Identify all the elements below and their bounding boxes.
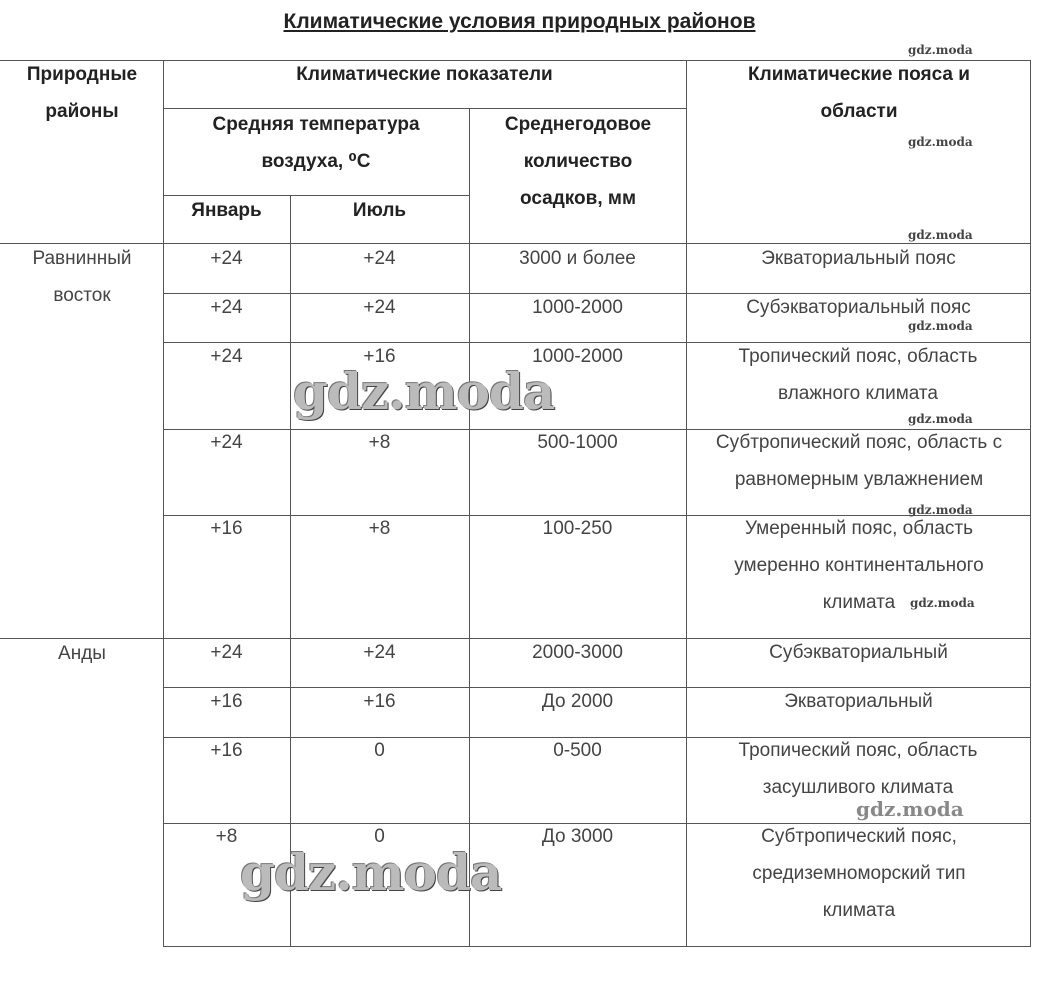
precipitation: 0-500 xyxy=(553,740,602,761)
precipitation: 1000-2000 xyxy=(532,346,623,367)
january-temp: +24 xyxy=(210,297,243,318)
table-rule xyxy=(686,60,687,947)
watermark: gdz.moda xyxy=(908,228,973,242)
climate-belt: Субтропический пояс, средиземноморский тип климата xyxy=(752,826,966,921)
climate-belt: Субтропический пояс, область с равномерным увлажнением xyxy=(715,432,1003,490)
july-temp: +8 xyxy=(368,432,391,453)
precipitation: До 2000 xyxy=(541,691,614,712)
climate-belt: Экваториальный xyxy=(784,691,933,712)
precipitation: 2000-3000 xyxy=(532,642,623,663)
july-temp: 0 xyxy=(374,826,385,847)
climate-belt: Экваториальный пояс xyxy=(761,248,956,269)
january-temp: +8 xyxy=(215,826,238,847)
precipitation: 1000-2000 xyxy=(532,297,623,318)
climate-belt: Субэкваториальный xyxy=(769,642,948,663)
page-title: Климатические условия природных районов xyxy=(283,10,756,33)
watermark: gdz.moda xyxy=(908,43,973,57)
july-temp: +16 xyxy=(363,346,396,367)
july-temp: +8 xyxy=(368,518,391,539)
header-precip: Среднегодовое количество осадков, мм xyxy=(504,114,652,209)
july-temp: +24 xyxy=(363,642,396,663)
watermark: gdz.moda xyxy=(908,135,973,149)
precipitation: 500-1000 xyxy=(537,432,618,453)
header-indicators: Климатические показатели xyxy=(296,64,553,85)
header-july: Июль xyxy=(352,200,407,221)
precipitation: 3000 и более xyxy=(519,248,636,269)
climate-belt: Тропический пояс, область засушливого климата xyxy=(738,740,978,798)
january-temp: +24 xyxy=(210,642,243,663)
january-temp: +24 xyxy=(210,248,243,269)
january-temp: +16 xyxy=(210,691,243,712)
watermark: gdz.moda xyxy=(908,319,973,333)
july-temp: +24 xyxy=(363,297,396,318)
header-region: Природные районы xyxy=(26,64,138,122)
climate-belt: Тропический пояс, область влажного климата xyxy=(738,346,978,404)
january-temp: +16 xyxy=(210,740,243,761)
watermark: gdz.moda xyxy=(908,412,973,426)
july-temp: +24 xyxy=(363,248,396,269)
header-january: Январь xyxy=(191,200,262,221)
header-belts: Климатические пояса и области xyxy=(748,64,970,122)
watermark: gdz.moda xyxy=(240,843,502,902)
precipitation: До 3000 xyxy=(541,826,614,847)
climate-belt: Умеренный пояс, область умеренно континентального климата xyxy=(734,518,984,613)
january-temp: +24 xyxy=(210,346,243,367)
climate-belt: Субэкваториальный пояс xyxy=(746,297,971,318)
header-avg-temp: Средняя температура воздуха, ⁰С xyxy=(212,114,420,172)
watermark: gdz.moda xyxy=(856,797,964,821)
watermark: gdz.moda xyxy=(293,362,555,421)
watermark: gdz.moda xyxy=(910,596,975,610)
july-temp: +16 xyxy=(363,691,396,712)
region-name: Анды xyxy=(58,643,106,664)
watermark: gdz.moda xyxy=(908,503,973,517)
january-temp: +16 xyxy=(210,518,243,539)
july-temp: 0 xyxy=(374,740,385,761)
table-border-right xyxy=(1030,60,1031,947)
region-name: Равнинный восток xyxy=(32,248,132,306)
precipitation: 100-250 xyxy=(542,518,613,539)
table-border-bottom xyxy=(163,946,1031,947)
january-temp: +24 xyxy=(210,432,243,453)
